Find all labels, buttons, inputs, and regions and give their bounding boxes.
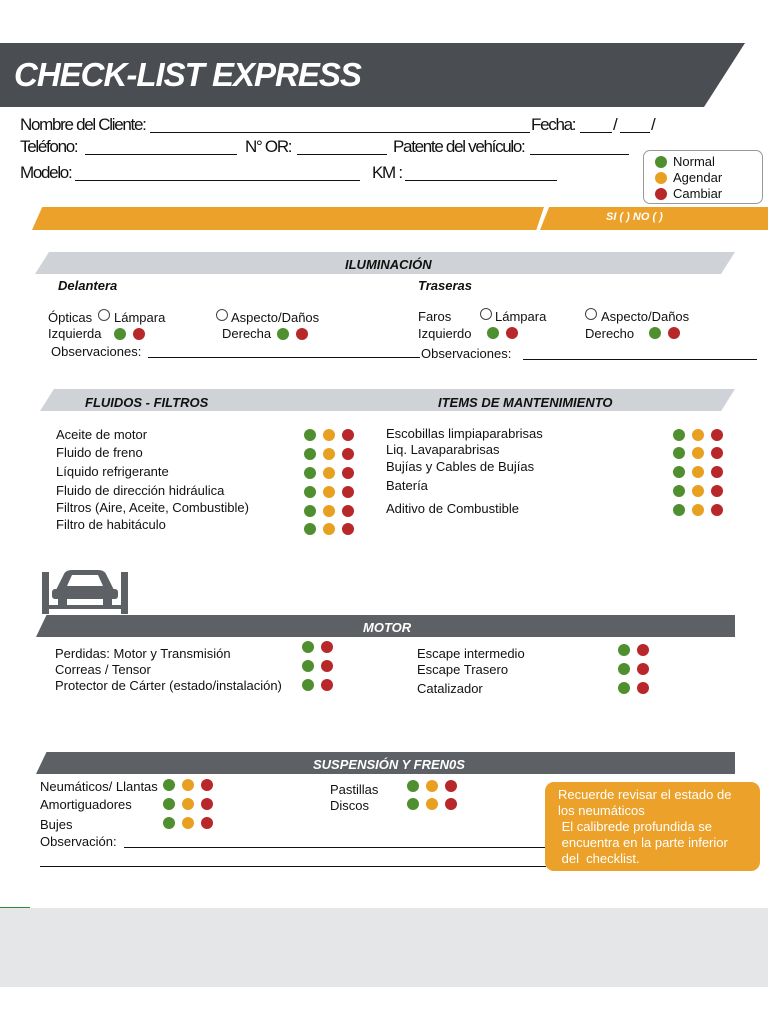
red-dot-icon[interactable] bbox=[201, 817, 213, 829]
green-dot-icon[interactable] bbox=[163, 817, 175, 829]
status-dots[interactable] bbox=[304, 486, 354, 498]
orange-dot-icon[interactable] bbox=[323, 486, 335, 498]
green-dot-icon[interactable] bbox=[618, 663, 630, 675]
izquierda-status[interactable] bbox=[114, 328, 145, 340]
list-item: Líquido refrigerante bbox=[56, 464, 169, 479]
red-dot-icon[interactable] bbox=[321, 660, 333, 672]
orange-dot-icon[interactable] bbox=[182, 817, 194, 829]
red-dot-icon[interactable] bbox=[296, 328, 308, 340]
observaciones-traseras-field[interactable] bbox=[523, 359, 757, 360]
status-dots[interactable] bbox=[673, 504, 723, 516]
plate-label: Patente del vehículo: bbox=[393, 137, 525, 156]
status-dots[interactable] bbox=[673, 429, 723, 441]
red-dot-icon[interactable] bbox=[637, 644, 649, 656]
date-day-field[interactable] bbox=[580, 132, 612, 133]
green-dot-icon[interactable] bbox=[407, 798, 419, 810]
red-dot-icon[interactable] bbox=[201, 798, 213, 810]
green-dot-icon[interactable] bbox=[304, 467, 316, 479]
motor-title: MOTOR bbox=[363, 620, 412, 635]
list-item: Filtro de habitáculo bbox=[56, 517, 166, 532]
green-dot-icon[interactable] bbox=[618, 644, 630, 656]
suspension-item: Bujes bbox=[40, 817, 73, 832]
orange-dot-icon[interactable] bbox=[692, 429, 704, 441]
green-dot-icon[interactable] bbox=[302, 679, 314, 691]
or-number-field[interactable] bbox=[297, 154, 387, 155]
iluminacion-title: ILUMINACIÓN bbox=[345, 257, 432, 272]
date-separator-2: / bbox=[651, 115, 655, 134]
delantera-label: Delantera bbox=[58, 278, 118, 293]
suspension-item: Pastillas bbox=[330, 782, 379, 797]
status-dots[interactable] bbox=[673, 466, 723, 478]
green-dot-icon[interactable] bbox=[407, 780, 419, 792]
status-dots[interactable] bbox=[163, 798, 213, 810]
red-dot-icon[interactable] bbox=[445, 798, 457, 810]
observaciones-delantera-label: Observaciones: bbox=[51, 344, 142, 359]
orange-dot-icon[interactable] bbox=[323, 467, 335, 479]
green-dot-icon[interactable] bbox=[114, 328, 126, 340]
green-dot-icon[interactable] bbox=[302, 660, 314, 672]
red-dot-icon[interactable] bbox=[321, 641, 333, 653]
green-dot-icon[interactable] bbox=[163, 798, 175, 810]
status-dots[interactable] bbox=[163, 779, 213, 791]
list-item: Batería bbox=[386, 478, 428, 493]
green-dot-icon[interactable] bbox=[673, 429, 685, 441]
suspension-item: Amortiguadores bbox=[40, 797, 132, 812]
car-lift-icon bbox=[42, 562, 128, 614]
red-dot-icon[interactable] bbox=[711, 447, 723, 459]
suspension-item: Discos bbox=[330, 798, 370, 813]
green-dot-icon[interactable] bbox=[673, 447, 685, 459]
status-dots[interactable] bbox=[304, 429, 354, 441]
faros-lampara-radio[interactable] bbox=[480, 308, 492, 320]
client-name-label: Nombre del Cliente: bbox=[20, 115, 146, 134]
status-dots[interactable] bbox=[618, 663, 649, 675]
green-dot-icon[interactable] bbox=[163, 779, 175, 791]
phone-field[interactable] bbox=[85, 154, 237, 155]
green-dot-icon[interactable] bbox=[304, 448, 316, 460]
motor-item: Correas / Tensor bbox=[55, 662, 151, 677]
status-dots[interactable] bbox=[302, 679, 333, 691]
red-dot-icon[interactable] bbox=[201, 779, 213, 791]
orange-dot-icon bbox=[655, 172, 667, 184]
red-dot-icon[interactable] bbox=[342, 448, 354, 460]
lampara-label: Lámpara bbox=[114, 310, 166, 325]
motor-item: Escape Trasero bbox=[417, 662, 509, 677]
red-dot-icon[interactable] bbox=[637, 663, 649, 675]
aspecto-radio[interactable] bbox=[216, 309, 228, 321]
red-dot-icon bbox=[655, 188, 667, 200]
list-item: Escobillas limpiaparabrisas bbox=[386, 426, 543, 441]
green-dot-icon[interactable] bbox=[304, 486, 316, 498]
status-dots[interactable] bbox=[407, 798, 457, 810]
mantenimiento-title: ITEMS DE MANTENIMIENTO bbox=[438, 395, 613, 410]
traseras-label: Traseras bbox=[418, 278, 472, 293]
model-field[interactable] bbox=[75, 180, 360, 181]
izquierdo-status[interactable] bbox=[487, 327, 518, 339]
motor-item: Catalizador bbox=[417, 681, 483, 696]
list-item: Aceite de motor bbox=[56, 427, 148, 442]
red-dot-icon[interactable] bbox=[445, 780, 457, 792]
list-item: Aditivo de Combustible bbox=[386, 501, 519, 516]
orange-dot-icon[interactable] bbox=[323, 429, 335, 441]
red-dot-icon[interactable] bbox=[711, 504, 723, 516]
lampara-radio[interactable] bbox=[98, 309, 110, 321]
orange-dot-icon[interactable] bbox=[323, 523, 335, 535]
faros-aspecto-label: Aspecto/Daños bbox=[601, 309, 690, 324]
page-title: CHECK-LIST EXPRESS bbox=[14, 56, 361, 93]
orange-dot-icon[interactable] bbox=[182, 779, 194, 791]
tire-reminder-note: Recuerde revisar el estado de los neumáticos El calibrede profundida se encuentra en la parte inferior del checklist. bbox=[545, 782, 760, 871]
red-dot-icon[interactable] bbox=[711, 485, 723, 497]
status-dots[interactable] bbox=[304, 448, 354, 460]
date-label: Fecha: bbox=[531, 115, 576, 134]
suspension-item: Neumáticos/ Llantas bbox=[40, 779, 158, 794]
green-dot-icon[interactable] bbox=[673, 485, 685, 497]
status-dots[interactable] bbox=[163, 817, 213, 829]
list-item: Fluido de dirección hidráulica bbox=[56, 483, 225, 498]
green-dot-icon[interactable] bbox=[618, 682, 630, 694]
status-dots[interactable] bbox=[304, 523, 354, 535]
orange-dot-icon[interactable] bbox=[426, 780, 438, 792]
phone-label: Teléfono: bbox=[20, 137, 78, 156]
orange-dot-icon[interactable] bbox=[323, 505, 335, 517]
orange-dot-icon[interactable] bbox=[692, 447, 704, 459]
km-field[interactable] bbox=[405, 180, 557, 181]
red-dot-icon[interactable] bbox=[342, 429, 354, 441]
green-dot-icon[interactable] bbox=[304, 505, 316, 517]
red-dot-icon[interactable] bbox=[342, 523, 354, 535]
fluidos-title: FLUIDOS - FILTROS bbox=[85, 395, 209, 410]
observacion-field[interactable] bbox=[124, 847, 546, 848]
green-dot-icon[interactable] bbox=[673, 466, 685, 478]
opticas-label: Ópticas bbox=[48, 310, 93, 325]
km-label: KM : bbox=[372, 163, 402, 182]
client-name-field[interactable] bbox=[150, 132, 530, 133]
red-dot-icon[interactable] bbox=[321, 679, 333, 691]
status-dots[interactable] bbox=[304, 505, 354, 517]
red-dot-icon[interactable] bbox=[637, 682, 649, 694]
green-dot-icon[interactable] bbox=[487, 327, 499, 339]
red-dot-icon[interactable] bbox=[711, 429, 723, 441]
red-dot-icon[interactable] bbox=[342, 505, 354, 517]
orange-dot-icon[interactable] bbox=[182, 798, 194, 810]
observaciones-delantera-field[interactable] bbox=[148, 357, 420, 358]
list-item: Bujías y Cables de Bujías bbox=[386, 459, 535, 474]
red-dot-icon[interactable] bbox=[342, 486, 354, 498]
observaciones-traseras-label: Observaciones: bbox=[421, 346, 512, 361]
faros-aspecto-radio[interactable] bbox=[585, 308, 597, 320]
green-dot-icon[interactable] bbox=[649, 327, 661, 339]
red-dot-icon[interactable] bbox=[342, 467, 354, 479]
or-number-label: N° OR: bbox=[245, 137, 292, 156]
status-dots[interactable] bbox=[302, 641, 333, 653]
red-dot-icon[interactable] bbox=[711, 466, 723, 478]
green-dot-icon[interactable] bbox=[304, 429, 316, 441]
motor-item: Perdidas: Motor y Transmisión bbox=[55, 646, 231, 661]
derecha-status[interactable] bbox=[277, 328, 308, 340]
motor-item: Escape intermedio bbox=[417, 646, 525, 661]
suspension-title: SUSPENSIÓN Y FREN0S bbox=[313, 757, 465, 772]
green-dot-icon bbox=[655, 156, 667, 168]
green-dot-icon[interactable] bbox=[673, 504, 685, 516]
status-dots[interactable] bbox=[673, 485, 723, 497]
orange-dot-icon[interactable] bbox=[692, 504, 704, 516]
status-dots[interactable] bbox=[673, 447, 723, 459]
orange-dot-icon[interactable] bbox=[692, 466, 704, 478]
derecho-status[interactable] bbox=[649, 327, 680, 339]
list-item: Filtros (Aire, Aceite, Combustible) bbox=[56, 500, 249, 515]
status-dots[interactable] bbox=[407, 780, 457, 792]
izquierda-label: Izquierda bbox=[48, 326, 102, 341]
faros-lampara-label: Lámpara bbox=[495, 309, 547, 324]
list-item: Liq. Lavaparabrisas bbox=[386, 442, 500, 457]
observacion-label: Observación: bbox=[40, 834, 117, 849]
model-label: Modelo: bbox=[20, 163, 72, 182]
legend-agendar: Agendar bbox=[655, 170, 722, 185]
status-dots[interactable] bbox=[304, 467, 354, 479]
faros-label: Faros bbox=[418, 309, 452, 324]
orange-band bbox=[32, 207, 544, 230]
green-dot-icon[interactable] bbox=[302, 641, 314, 653]
date-separator-1: / bbox=[613, 115, 617, 134]
si-no-options[interactable]: SI ( ) NO ( ) bbox=[606, 211, 663, 223]
red-dot-icon[interactable] bbox=[133, 328, 145, 340]
green-dot-icon[interactable] bbox=[304, 523, 316, 535]
footer-area bbox=[0, 908, 768, 987]
list-item: Fluido de freno bbox=[56, 445, 143, 460]
orange-dot-icon[interactable] bbox=[692, 485, 704, 497]
status-dots[interactable] bbox=[618, 682, 649, 694]
plate-field[interactable] bbox=[530, 154, 629, 155]
red-dot-icon[interactable] bbox=[506, 327, 518, 339]
date-month-field[interactable] bbox=[620, 132, 650, 133]
legend-cambiar: Cambiar bbox=[655, 186, 722, 201]
derecha-label: Derecha bbox=[222, 326, 272, 341]
aspecto-label: Aspecto/Daños bbox=[231, 310, 320, 325]
orange-dot-icon[interactable] bbox=[426, 798, 438, 810]
observacion-field-line-2[interactable] bbox=[40, 866, 546, 867]
motor-item: Protector de Cárter (estado/instalación) bbox=[55, 678, 282, 693]
izquierdo-label: Izquierdo bbox=[418, 326, 472, 341]
status-dots[interactable] bbox=[618, 644, 649, 656]
green-dot-icon[interactable] bbox=[277, 328, 289, 340]
red-dot-icon[interactable] bbox=[668, 327, 680, 339]
status-dots[interactable] bbox=[302, 660, 333, 672]
orange-dot-icon[interactable] bbox=[323, 448, 335, 460]
derecho-label: Derecho bbox=[585, 326, 635, 341]
legend-normal: Normal bbox=[655, 154, 715, 169]
